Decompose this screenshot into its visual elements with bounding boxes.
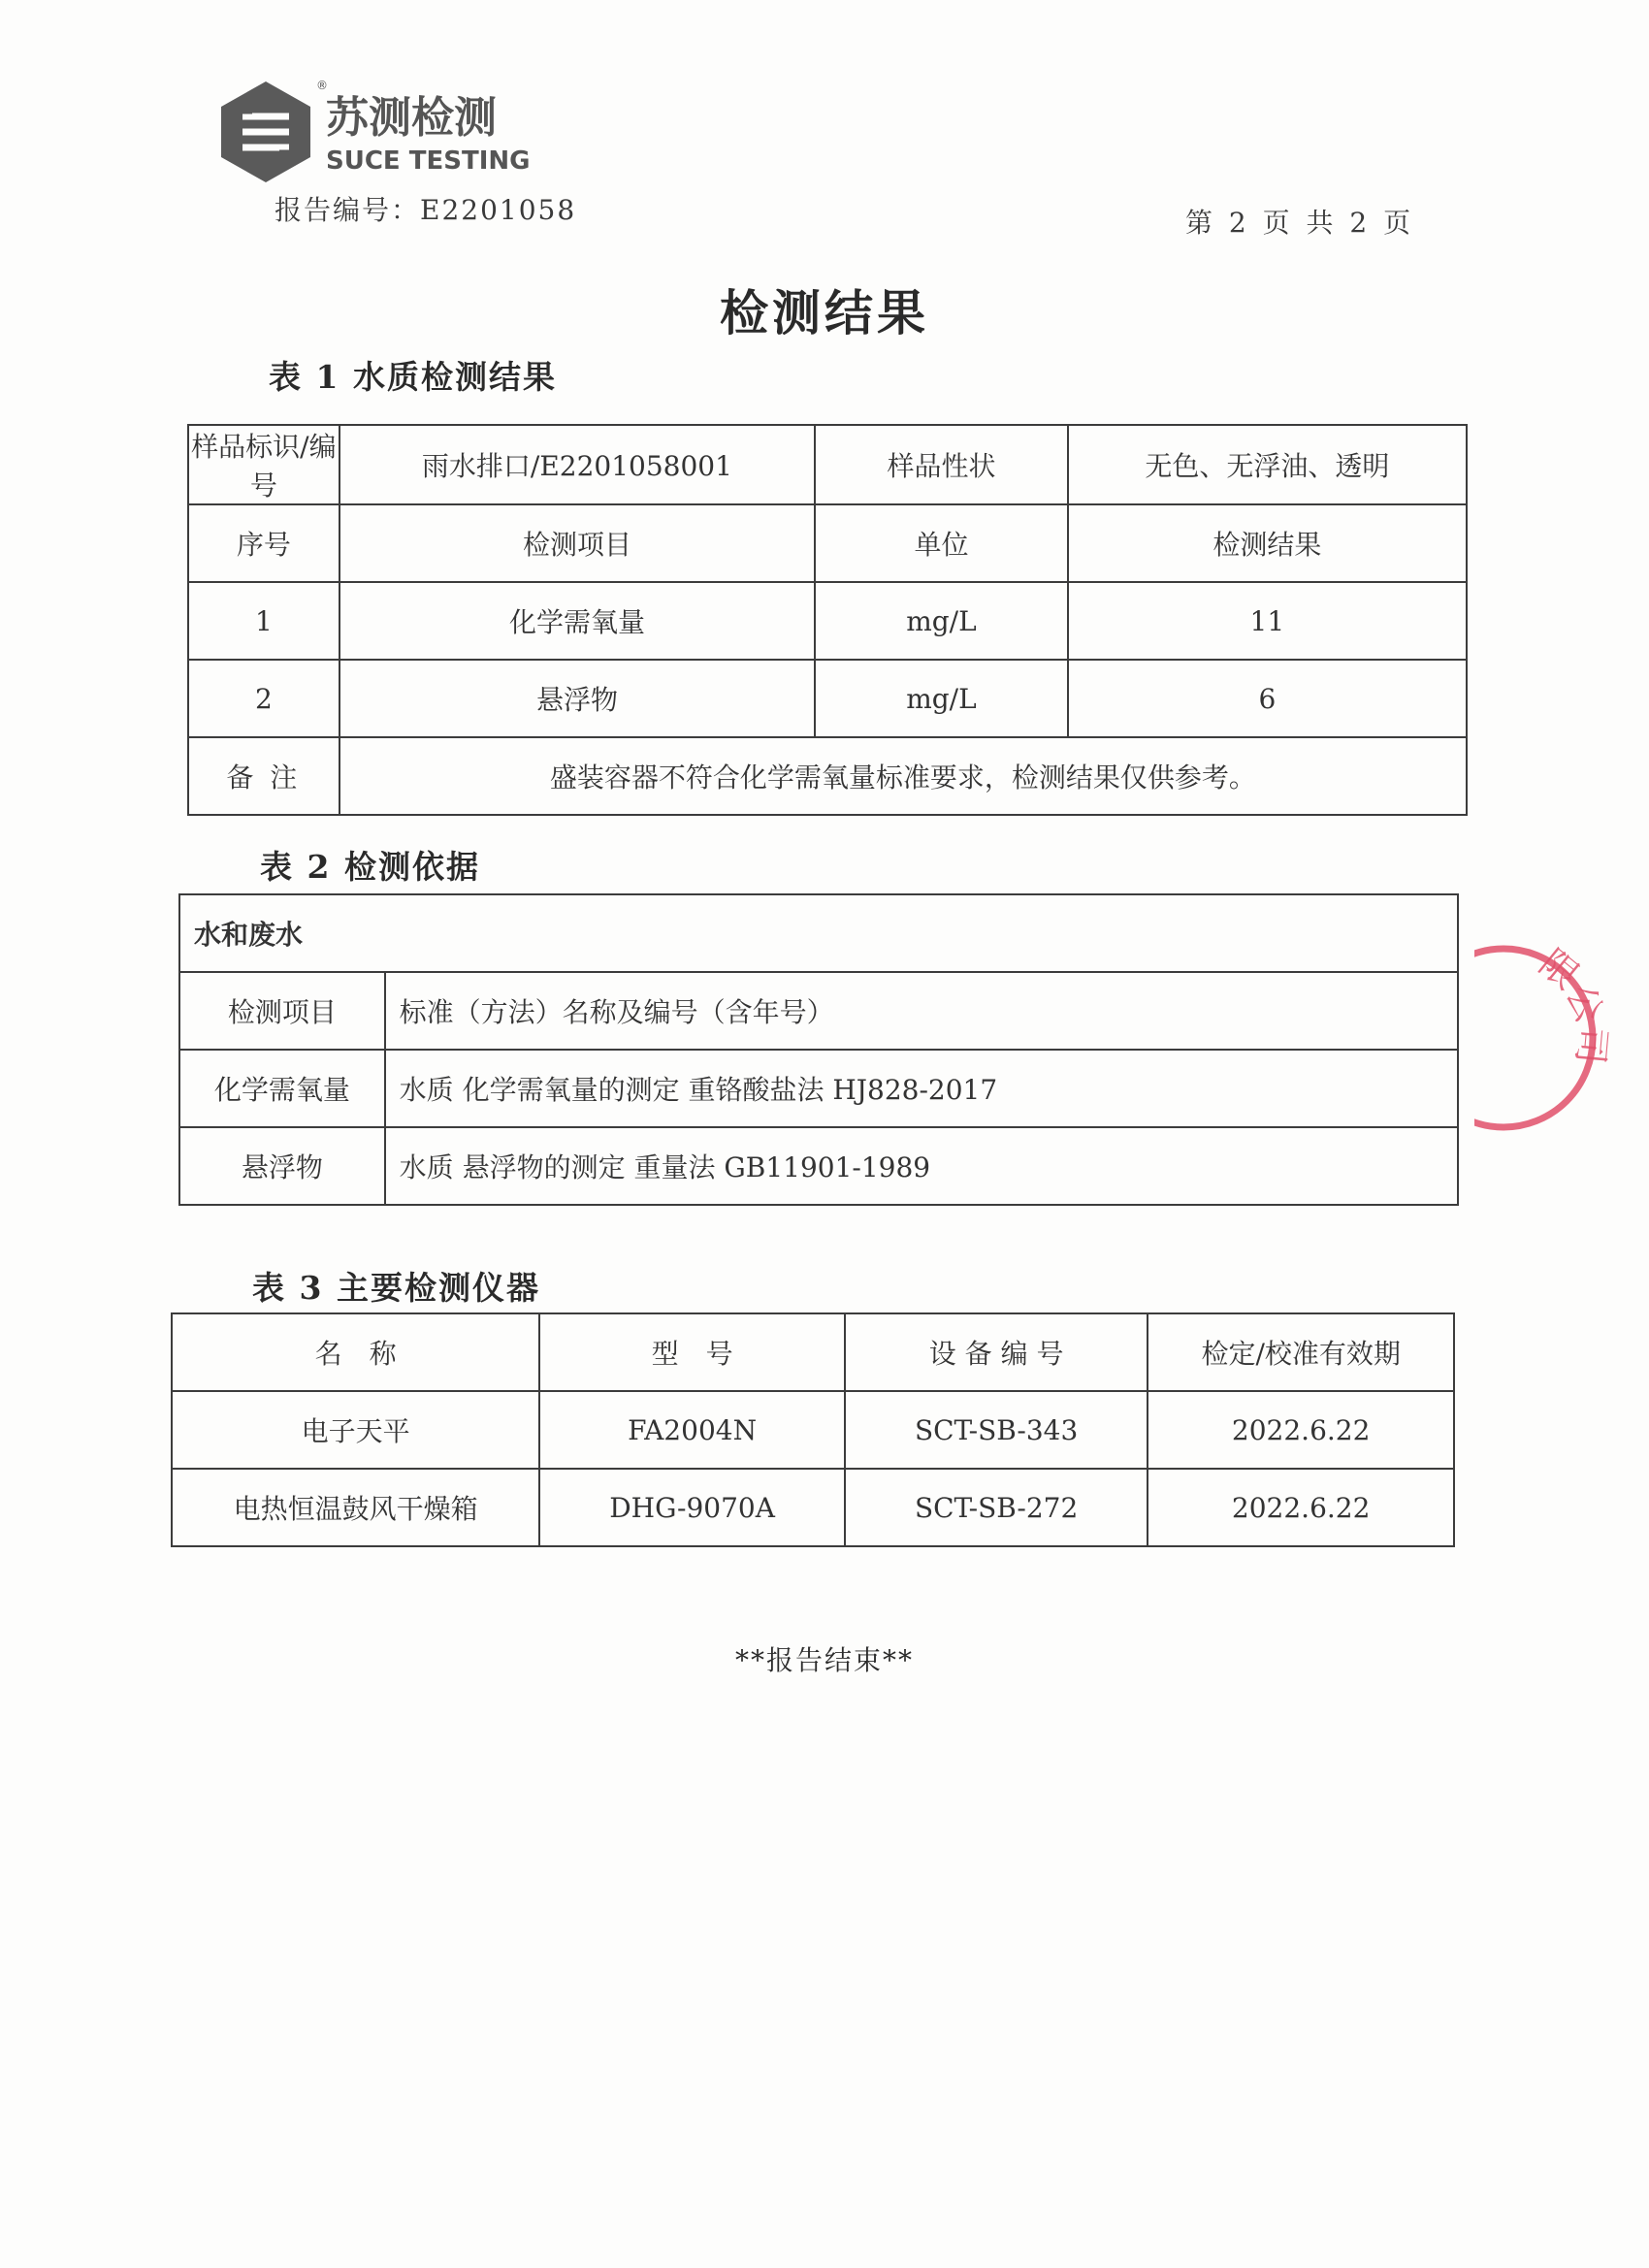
row-item: 化学需氧量 (340, 582, 815, 660)
sample-id-label: 样品标识/编号 (188, 425, 340, 504)
header-standard: 标准（方法）名称及编号（含年号） (385, 972, 1458, 1050)
header-unit: 单位 (815, 504, 1068, 582)
sample-id-value: 雨水排口/E2201058001 (340, 425, 815, 504)
row-result: 6 (1068, 660, 1467, 737)
header-model: 型 号 (539, 1313, 845, 1391)
test-basis-table (178, 893, 1459, 1206)
header-index: 序号 (188, 504, 340, 582)
company-logo (213, 76, 534, 184)
company-seal-stamp (1474, 939, 1649, 1137)
header-validity: 检定/校准有效期 (1148, 1313, 1454, 1391)
row-standard: 水质 悬浮物的测定 重量法 GB11901-1989 (385, 1127, 1458, 1205)
report-number-value: E2201058 (420, 194, 577, 226)
row-item: 悬浮物 (340, 660, 815, 737)
row-name: 电子天平 (172, 1391, 539, 1469)
report-number (275, 189, 576, 228)
row-index: 2 (188, 660, 340, 737)
table-row (172, 1391, 1454, 1469)
row-item: 化学需氧量 (179, 1050, 385, 1127)
remark-text: 盛装容器不符合化学需氧量标准要求，检测结果仅供参考。 (340, 737, 1467, 815)
row-name: 电热恒温鼓风干燥箱 (172, 1469, 539, 1546)
table3-caption: 表 3 主要检测仪器 (252, 1269, 540, 1307)
header-item: 检测项目 (340, 504, 815, 582)
row-model: FA2004N (539, 1391, 845, 1469)
row-device-no: SCT-SB-343 (845, 1391, 1148, 1469)
table-row (188, 582, 1467, 660)
row-validity: 2022.6.22 (1148, 1469, 1454, 1546)
row-index: 1 (188, 582, 340, 660)
row-result: 11 (1068, 582, 1467, 660)
table-row (179, 1050, 1458, 1127)
header-device-no: 设 备 编 号 (845, 1313, 1148, 1391)
sample-state-label: 样品性状 (815, 425, 1068, 504)
table-row (179, 1127, 1458, 1205)
logo-en-text: SUCE TESTING (326, 146, 531, 176)
instruments-table (171, 1312, 1455, 1547)
page-indicator: 第 2 页 共 2 页 (1185, 207, 1415, 239)
seal-text: 限公司 (1531, 941, 1615, 1066)
row-unit: mg/L (815, 582, 1068, 660)
header-item: 检测项目 (179, 972, 385, 1050)
report-number-label: 报告编号： (275, 194, 421, 226)
table1-caption: 表 1 水质检测结果 (269, 358, 557, 396)
report-end-marker: **报告结束** (734, 1644, 914, 1676)
logo-cn-text: 苏测检测 (326, 93, 497, 143)
table-row (172, 1469, 1454, 1546)
row-item: 悬浮物 (179, 1127, 385, 1205)
table-row (188, 660, 1467, 737)
header-result: 检测结果 (1068, 504, 1467, 582)
row-model: DHG-9070A (539, 1469, 845, 1546)
registered-mark: ® (316, 79, 328, 92)
logo-hexagon-icon (221, 81, 310, 182)
water-quality-results-table (187, 424, 1468, 816)
category-label: 水和废水 (179, 894, 1458, 972)
remark-label: 备 注 (188, 737, 340, 815)
row-unit: mg/L (815, 660, 1068, 737)
header-name: 名 称 (172, 1313, 539, 1391)
sample-state-value: 无色、无浮油、透明 (1068, 425, 1467, 504)
row-validity: 2022.6.22 (1148, 1391, 1454, 1469)
row-standard: 水质 化学需氧量的测定 重铬酸盐法 HJ828-2017 (385, 1050, 1458, 1127)
table2-caption: 表 2 检测依据 (260, 848, 480, 886)
row-device-no: SCT-SB-272 (845, 1469, 1148, 1546)
page-title: 检测结果 (720, 284, 929, 341)
